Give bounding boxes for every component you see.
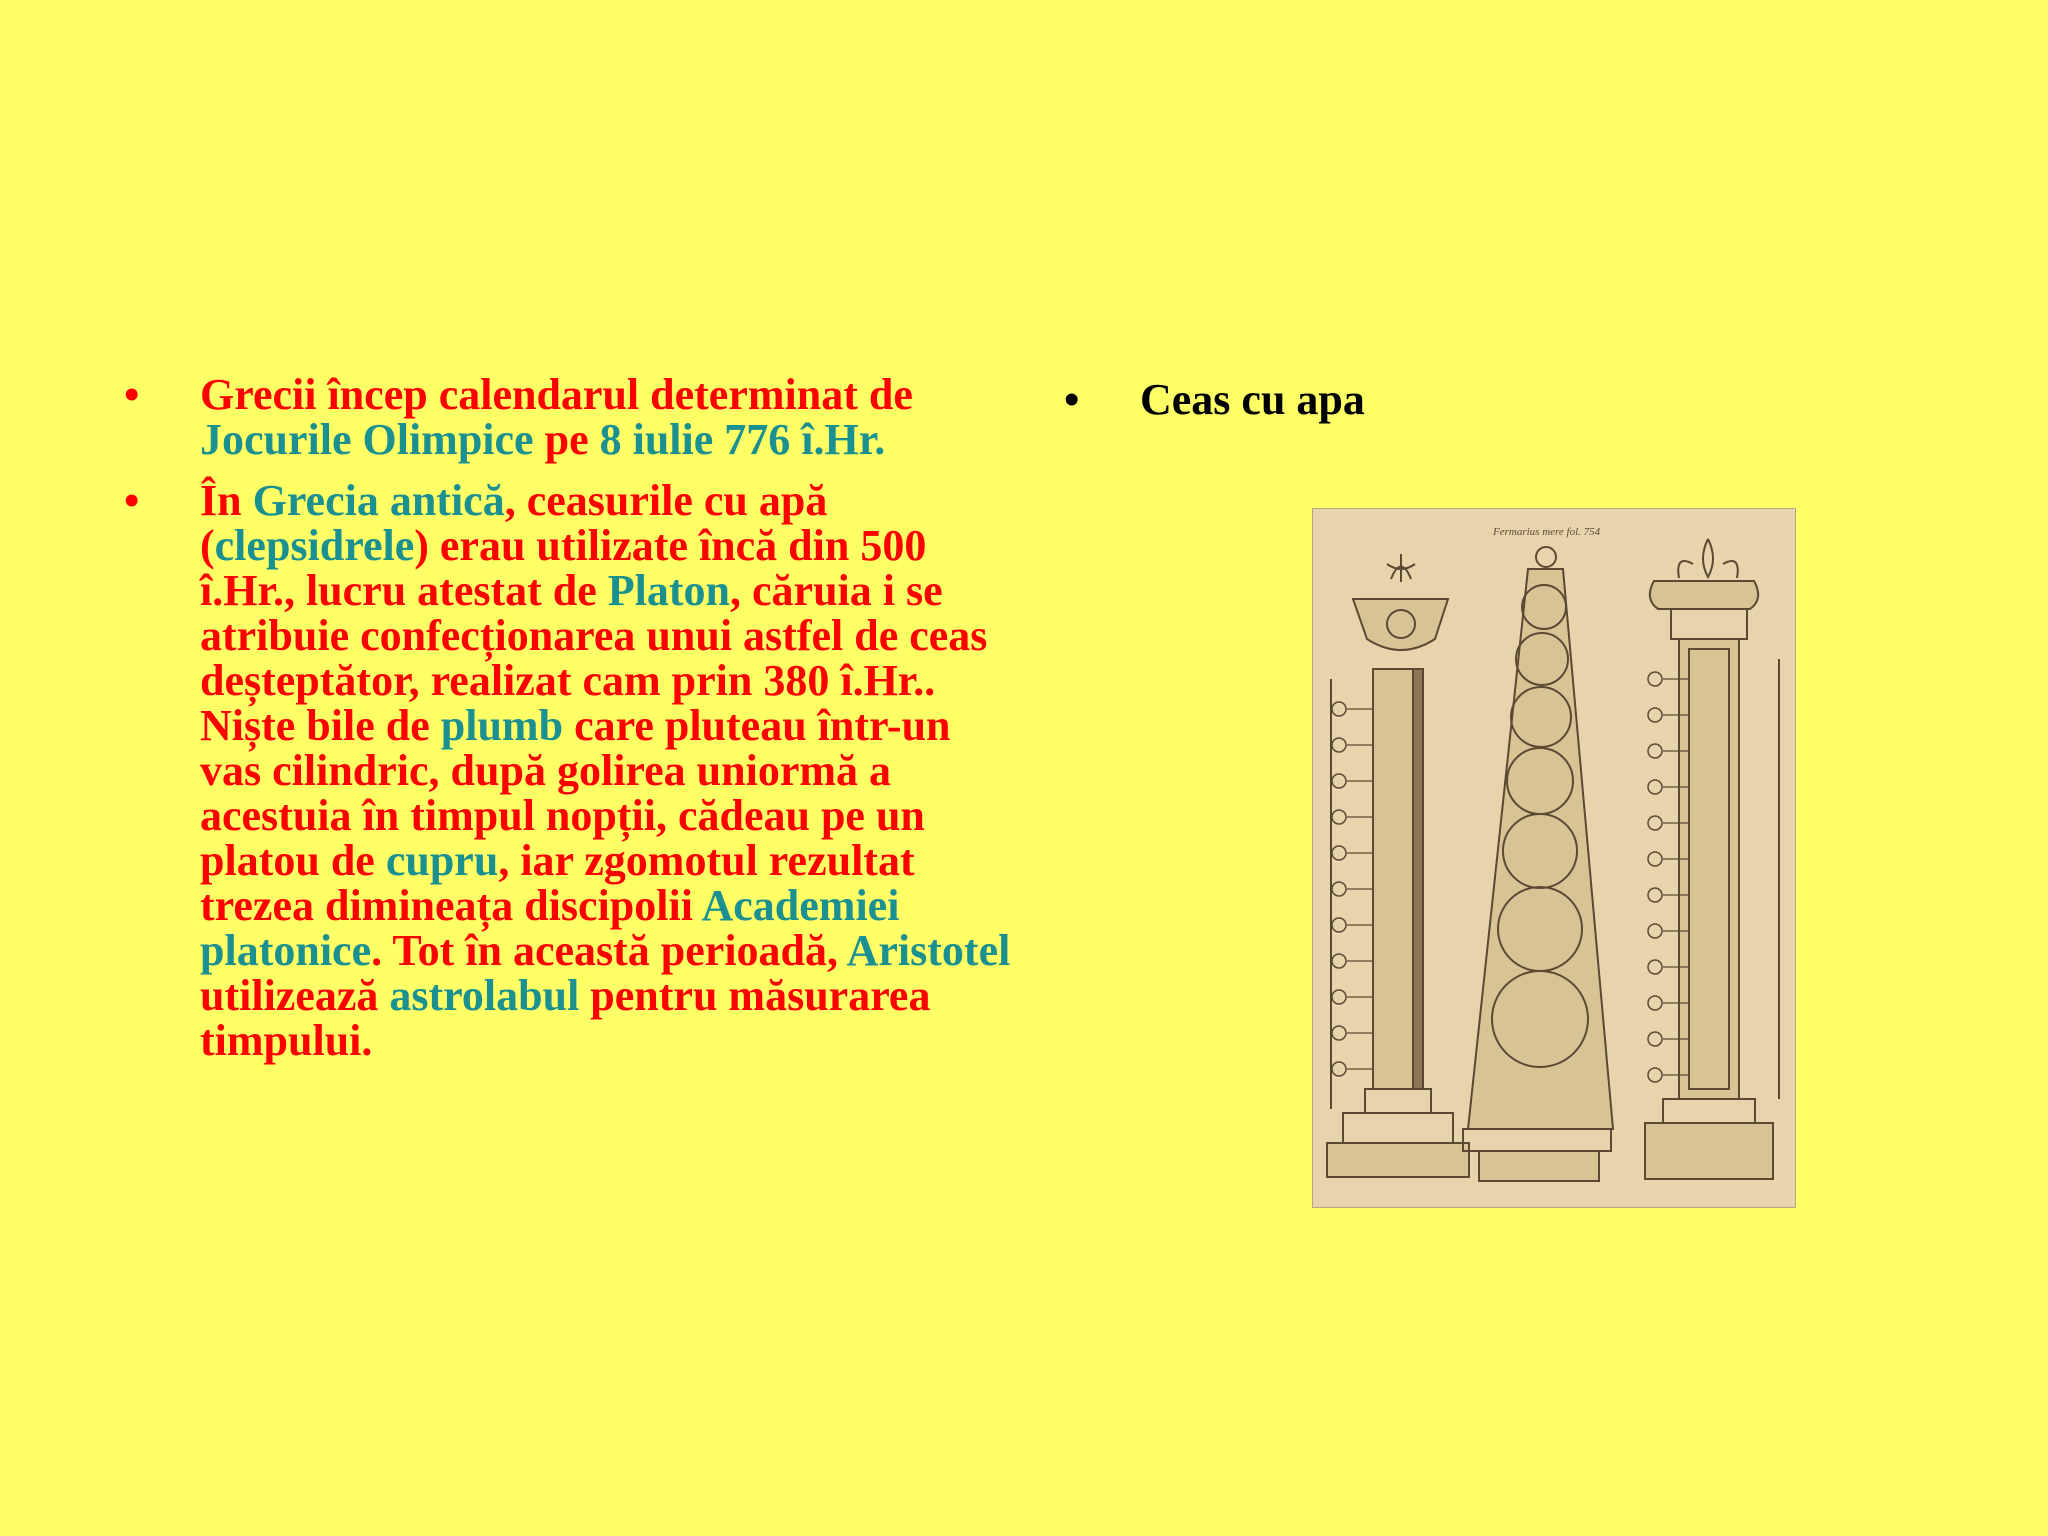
text-run: care pluteau într-un vas cilindric, după golirea uniormă a acestuia în timpul nopții, cădeau pe un platou de (200, 701, 951, 885)
right-hour-marker (1648, 744, 1662, 758)
text-run: , căruia i se atribuie confecționarea unui astfel de ceas deșteptător, realizat cam prin 380 î.Hr.. Niște bile de (200, 566, 988, 750)
engraving-caption: Fermarius mere fol. 754 (1493, 526, 1601, 538)
text-run: pe (533, 415, 600, 464)
bullet-text (200, 476, 1010, 1065)
text-run: Aristotel (846, 926, 1011, 975)
left-hour-marker (1332, 990, 1346, 1004)
right-hour-marker (1648, 816, 1662, 830)
left-hour-marker (1332, 882, 1346, 896)
text-run: , iar zgomotul rezultat trezea dimineața discipolii (200, 836, 915, 930)
text-run: Platon (607, 566, 731, 615)
right-hour-marker (1648, 672, 1662, 686)
middle-tower (1463, 547, 1613, 1181)
left-hour-marker (1332, 1062, 1346, 1076)
left-hour-marker (1332, 774, 1346, 788)
left-column (1327, 554, 1469, 1177)
right-hour-marker (1648, 1032, 1662, 1046)
right-hour-marker (1648, 1068, 1662, 1082)
right-hour-marker (1648, 996, 1662, 1010)
right-hour-marker (1648, 888, 1662, 902)
bullet-text: Ceas cu apa (1140, 375, 1365, 424)
water-clock-engraving (1312, 508, 1796, 1208)
text-run: utilizează (200, 971, 390, 1020)
text-run: Grecii încep calendarul determinat de (200, 370, 913, 419)
bullet-marker: • (1064, 375, 1080, 424)
right-hour-marker (1648, 780, 1662, 794)
bullet-marker: • (124, 370, 140, 419)
left-hour-marker (1332, 954, 1346, 968)
left-hour-marker (1332, 846, 1346, 860)
text-run: astrolabul (389, 971, 580, 1020)
text-run: . Tot în această perioadă, (371, 926, 847, 975)
text-run: ) erau utilizate încă din 500 î.Hr., lucru atestat de (200, 521, 927, 615)
left-hour-marker (1332, 1026, 1346, 1040)
text-run: , ceasurile cu apă ( (200, 476, 828, 570)
bullet-marker: • (124, 476, 140, 525)
left-hour-marker (1332, 738, 1346, 752)
left-hour-marker (1332, 918, 1346, 932)
text-run: Grecia antică (252, 476, 505, 525)
text-run: Jocurile Olimpice (200, 415, 534, 464)
right-hour-marker (1648, 960, 1662, 974)
right-hour-marker (1648, 708, 1662, 722)
right-hour-marker (1648, 924, 1662, 938)
left-bullet-list (120, 372, 1020, 1079)
text-run: Academiei platonice (200, 881, 900, 975)
right-bullet-list (1060, 372, 1860, 428)
text-run: 8 iulie 776 î.Hr. (599, 415, 886, 464)
text-run: În (200, 476, 253, 525)
text-run: pentru măsurarea timpului. (200, 971, 931, 1065)
text-run: plumb (440, 701, 564, 750)
bullet-item-clepsydra (120, 478, 1020, 1063)
bullet-item-water-clock (1060, 372, 1860, 428)
bullet-text (200, 370, 913, 464)
bullet-item-olympics (120, 372, 1020, 462)
text-run: clepsidrele (214, 521, 415, 570)
text-run: cupru (385, 836, 499, 885)
left-hour-marker (1332, 702, 1346, 716)
left-hour-marker (1332, 810, 1346, 824)
right-hour-marker (1648, 852, 1662, 866)
engraving-drawing (1313, 509, 1795, 1207)
